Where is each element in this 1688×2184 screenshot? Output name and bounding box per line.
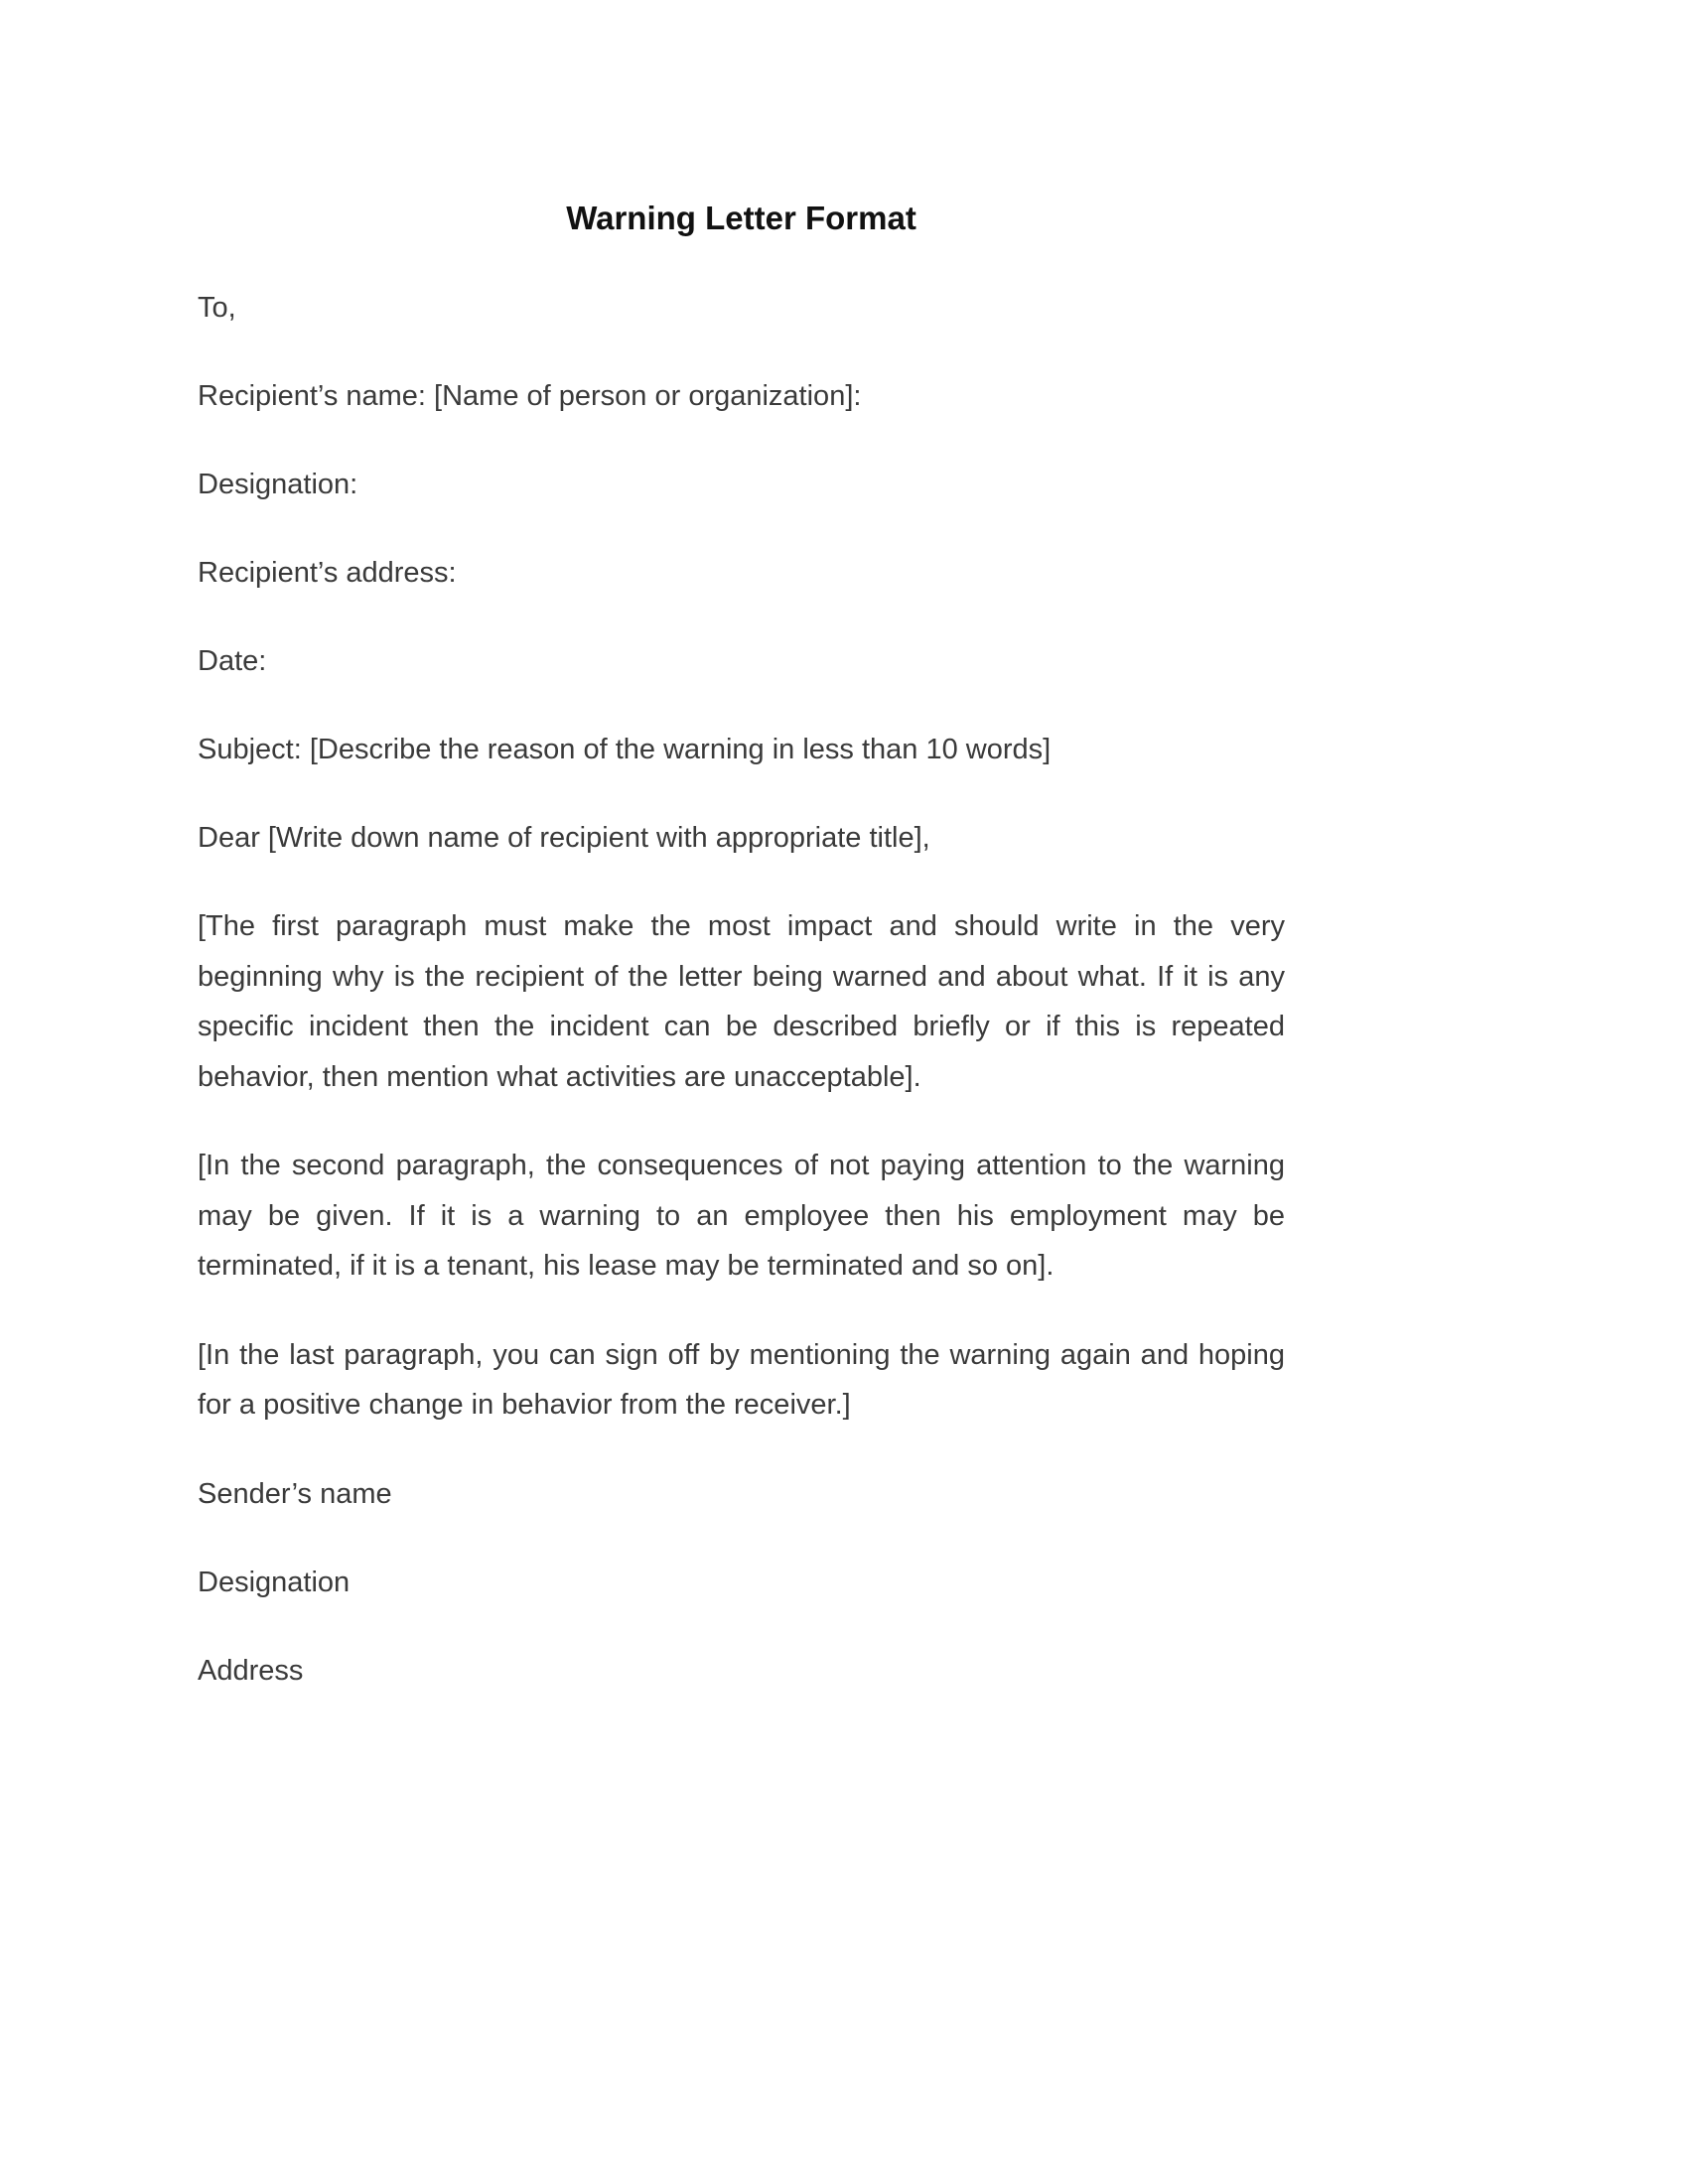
recipient-address-line: Recipient’s address:: [198, 557, 457, 589]
designation-line: Designation:: [198, 469, 358, 500]
sender-address-line: Address: [198, 1654, 304, 1687]
sender-designation-line: Designation: [198, 1566, 351, 1598]
salutation-line: Dear [Write down name of recipient with appropriate title],: [198, 822, 930, 854]
paragraph-second: [In the second paragraph, the consequences of not paying attention to the warning may be given. If it is a warning to an employee then his employment may be terminated, if it is a tenant, his lease may be terminated and so on].: [198, 1150, 1285, 1282]
sender-name-line: Sender’s name: [198, 1477, 392, 1510]
to-line: To,: [198, 292, 236, 324]
page-title: Warning Letter Format: [566, 200, 916, 236]
letter-body: [198, 194, 1285, 1734]
subject-line: Subject: [Describe the reason of the warning in less than 10 words]: [198, 734, 1052, 765]
paragraph-last: [In the last paragraph, you can sign off by mentioning the warning again and hoping for a positive change in behavior from the receiver.]: [198, 1338, 1285, 1421]
date-line: Date:: [198, 645, 267, 677]
recipient-name-line: Recipient’s name: [Name of person or organization]:: [198, 380, 862, 412]
paragraph-first: [The first paragraph must make the most impact and should write in the very beginning why is the recipient of the letter being warned and about what. If it is any specific incident then the incident can be described briefly or if this is repeated behavior, then mention what activities are unacceptable].: [198, 910, 1285, 1093]
